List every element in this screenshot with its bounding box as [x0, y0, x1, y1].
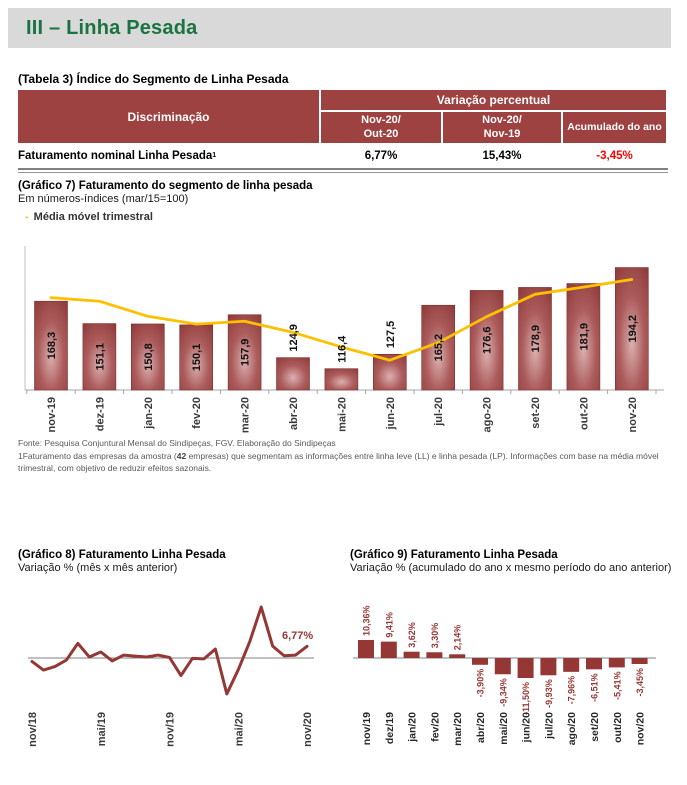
bar-value-label: -3,45% — [635, 668, 646, 697]
x-axis-label: out/20 — [611, 712, 624, 743]
x-axis-label: ago-20 — [481, 397, 494, 433]
table-header-nov20-nov19 — [443, 112, 561, 143]
legend-label: Média móvel trimestral — [33, 211, 153, 223]
grafico9-chart — [348, 592, 683, 784]
grafico7-legend — [25, 211, 153, 223]
bar-value-label: 124,9 — [288, 324, 300, 352]
variation-line — [32, 607, 307, 694]
bar — [277, 358, 310, 390]
x-axis-label: set/20 — [589, 712, 601, 742]
x-axis-label: jun-20 — [384, 397, 397, 430]
x-axis-label: mai-20 — [336, 397, 349, 432]
x-axis-label: ago/20 — [566, 712, 579, 746]
table-header-acumulado: Acumulado do ano — [563, 112, 666, 143]
x-axis-label: abr-20 — [288, 397, 300, 431]
bar — [540, 658, 556, 675]
x-axis-label: jan-20 — [142, 397, 155, 429]
x-axis-label: mai/20 — [233, 712, 246, 747]
bar-value-label: 3,62% — [407, 622, 418, 648]
bar — [358, 640, 374, 658]
x-axis-label: nov-20 — [626, 397, 639, 433]
bar-value-label: 116,4 — [336, 335, 349, 363]
index-table — [18, 90, 666, 166]
table-bottom-double-rule — [18, 168, 668, 173]
col-line2: Out-20 — [363, 127, 399, 140]
x-axis-label: jul/20 — [543, 712, 556, 739]
bar-value-label: 165,2 — [433, 333, 446, 362]
bar-value-label: 157,9 — [239, 338, 252, 367]
bar — [381, 642, 397, 658]
table-title: (Tabela 3) Índice do Segmento de Linha Pesada — [18, 72, 289, 86]
x-axis-label: fev-20 — [191, 397, 204, 429]
table-header-nov20-out20 — [321, 112, 441, 143]
bar — [404, 652, 420, 658]
x-axis-label: mai/20 — [497, 712, 510, 745]
section-title: III – Linha Pesada — [26, 17, 198, 39]
bar-value-label: 150,1 — [191, 343, 204, 372]
x-axis-label: mar-20 — [239, 397, 252, 434]
bar-value-label: 9,41% — [384, 612, 395, 638]
footnote-pre: 1Faturamento das empresas da amostra ( — [18, 451, 177, 461]
table-value-mom: 6,77% — [321, 145, 441, 166]
bar-value-label: 181,9 — [578, 322, 591, 351]
grafico9-title: (Gráfico 9) Faturamento Linha Pesada — [350, 549, 558, 561]
x-axis-label: nov-19 — [46, 397, 58, 433]
bar-value-label: -11,50% — [521, 682, 532, 716]
x-axis-label: dez-19 — [94, 397, 107, 432]
grafico7-title: (Gráfico 7) Faturamento do segmento de linha pesada — [18, 180, 313, 192]
table-value-yoy: 15,43% — [443, 145, 561, 166]
table-value-acumulado: -3,45% — [563, 145, 666, 166]
bar-value-label: -7,96% — [566, 675, 577, 705]
bar-value-label: 2,14% — [452, 624, 463, 651]
x-axis-label: jan/20 — [406, 712, 419, 742]
grafico8-title: (Gráfico 8) Faturamento Linha Pesada — [18, 549, 226, 561]
bar-value-label: 176,6 — [481, 326, 494, 354]
bar-value-label: -9,34% — [498, 678, 509, 707]
x-axis-label: nov/20 — [302, 712, 315, 747]
bar-value-label: 168,3 — [46, 331, 58, 360]
bar-value-label: -3,90% — [475, 668, 486, 698]
x-axis-label: nov/19 — [164, 712, 177, 747]
bar-value-label: -9,93% — [543, 679, 554, 708]
bar — [518, 658, 534, 678]
table-header-discriminacao: Discriminação — [18, 90, 319, 143]
footnote — [18, 450, 678, 475]
x-axis-label: mai/19 — [95, 712, 108, 747]
table-header-variacao-percentual: Variação percentual — [321, 90, 666, 110]
x-axis-label: jul-20 — [433, 397, 446, 426]
grafico7-chart — [18, 240, 680, 440]
legend-dash-icon: - — [25, 211, 29, 223]
bar — [325, 369, 358, 390]
bar — [495, 658, 511, 674]
bar — [609, 658, 625, 667]
footnote-bold: 42 — [176, 451, 187, 461]
table-row-label — [18, 145, 319, 166]
bar-value-label: 3,30% — [429, 622, 440, 649]
bar — [563, 658, 579, 672]
bar — [426, 652, 442, 658]
x-axis-label: jun/20 — [520, 712, 533, 743]
x-axis-label: nov/19 — [361, 712, 373, 746]
row-label-text: Faturamento nominal Linha Pesada — [18, 149, 213, 162]
bar — [586, 658, 602, 669]
grafico8-subtitle: Variação % (mês x mês anterior) — [18, 562, 178, 574]
bar-value-label: 150,8 — [142, 343, 155, 371]
bar-value-label: 151,1 — [94, 343, 107, 371]
fonte-line: Fonte: Pesquisa Conjuntural Mensal do Sindipeças, FGV. Elaboração do Sindipeças — [18, 438, 336, 448]
x-axis-label: fev/20 — [429, 712, 442, 742]
grafico9-subtitle: Variação % (acumulado do ano x mesmo período do ano anterior) — [350, 562, 672, 574]
bar-value-label: 178,9 — [530, 324, 542, 353]
x-axis-label: out-20 — [578, 397, 591, 430]
x-axis-label: nov/18 — [27, 712, 39, 747]
x-axis-label: dez/19 — [383, 712, 396, 745]
last-value-annotation: 6,77% — [282, 630, 314, 642]
footnote-post: empresas) que segmentam as informações entre linha leve (LL) e linha pesada (LP). Informações com base na média móvel trimestral, com objetivo de reduzir efeitos sazonais. — [18, 451, 659, 474]
col-line1: Nov-20/ — [482, 114, 522, 127]
bar-value-label: -6,51% — [589, 673, 600, 702]
x-axis-label: abr/20 — [475, 712, 487, 743]
col-line2: Nov-19 — [483, 127, 521, 140]
bar-value-label: 194,2 — [626, 315, 639, 343]
grafico8-chart — [18, 582, 336, 782]
row-label-superscript: 1 — [212, 152, 217, 159]
bar-value-label: -5,41% — [612, 671, 623, 700]
x-axis-label: nov/20 — [634, 712, 647, 746]
col-line1: Nov-20/ — [361, 114, 401, 127]
x-axis-label: mar/20 — [452, 712, 465, 746]
bar-value-label: 127,5 — [384, 320, 397, 349]
bar — [472, 658, 488, 665]
grafico7-subtitle: Em números-índices (mar/15=100) — [18, 193, 189, 205]
bar — [449, 654, 465, 658]
bar — [632, 658, 648, 664]
x-axis-label: set-20 — [530, 397, 542, 429]
section-header-bar — [8, 8, 671, 48]
bar-value-label: 10,36% — [361, 605, 372, 636]
